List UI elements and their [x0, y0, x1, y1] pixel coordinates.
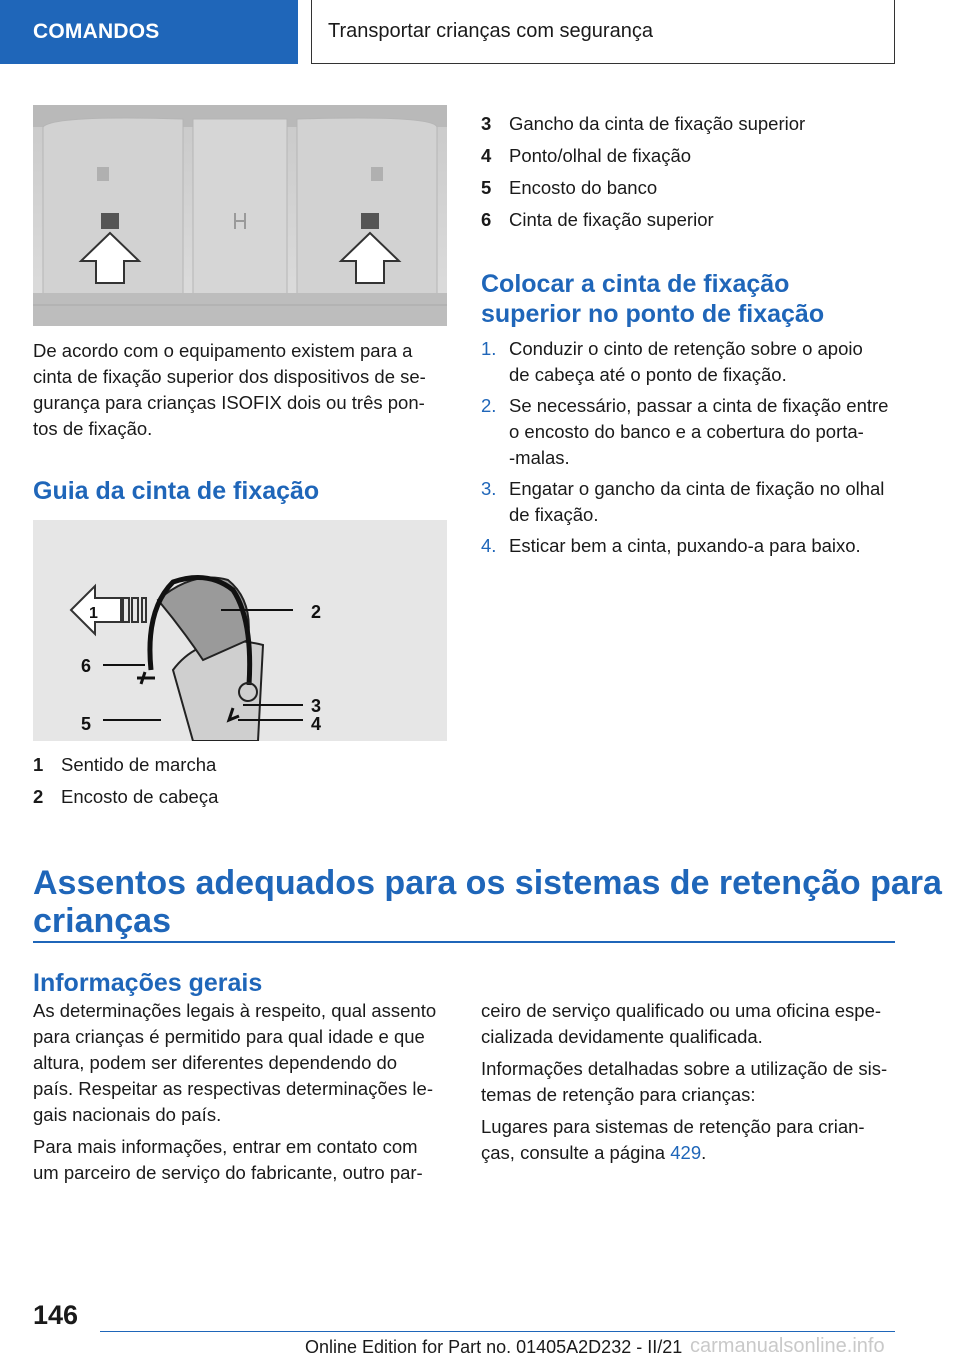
legend-number: 2 [33, 786, 44, 807]
paragraph [481, 1114, 901, 1166]
step-text [509, 476, 897, 528]
strap-guide-diagram [33, 520, 447, 741]
info-right-column [481, 998, 901, 1166]
paragraph [481, 998, 901, 1050]
text-line: Para mais informações, entrar em contato com [33, 1136, 418, 1157]
place-heading [481, 269, 824, 329]
legend-text: Encosto do banco [509, 177, 658, 198]
diagram-label-6: 6 [81, 656, 92, 676]
step-item [481, 476, 897, 528]
step-line: Se necessário, passar a cinta de fixação entre [509, 395, 889, 416]
step-text [509, 393, 897, 471]
text-line: temas de retenção para crianças: [481, 1084, 756, 1105]
text-line: um parceiro de serviço do fabricante, outro par- [33, 1162, 423, 1183]
legend-number: 5 [481, 177, 492, 198]
legend-text: Gancho da cinta de fixação superior [509, 113, 806, 134]
paragraph [33, 998, 453, 1128]
legend-item [481, 175, 657, 201]
step-line: o encosto do banco e a cobertura do porta- [509, 421, 864, 442]
text-line: As determinações legais à respeito, qual assento [33, 1000, 437, 1021]
diagram-label-5: 5 [81, 714, 92, 734]
diagram-label-4: 4 [311, 714, 322, 734]
legend-item [33, 752, 216, 778]
ref-suffix: . [701, 1142, 707, 1163]
intro-paragraph [33, 338, 447, 442]
edition-text: Online Edition for Part no. 01405A2D232 - II/21 [305, 1337, 683, 1357]
text-line: altura, podem ser diferentes dependendo do [33, 1052, 398, 1073]
section-tab [0, 0, 298, 64]
legend-number: 6 [481, 209, 492, 230]
anchor-photo-illustration [33, 105, 447, 326]
section-title: COMANDOS [33, 20, 160, 43]
legend-item [33, 784, 218, 810]
diagram-label-3: 3 [311, 696, 322, 716]
step-item [481, 336, 897, 388]
text-line: para crianças é permitido para qual idade e que [33, 1026, 425, 1047]
legend-text: Cinta de fixação superior [509, 209, 714, 230]
text-line: país. Respeitar as respectivas determinações le- [33, 1078, 433, 1099]
legend-text: Encosto de cabeça [61, 786, 219, 807]
step-number: 4. [481, 535, 497, 556]
chapter-header [311, 0, 895, 64]
chapter-title: Transportar crianças com segurança [328, 20, 653, 42]
step-number: 2. [481, 395, 497, 416]
text-line: De acordo com o equipamento existem para a [33, 340, 413, 361]
step-line: Engatar o gancho da cinta de fixação no olhal [509, 478, 885, 499]
text-line: cializada devidamente qualificada. [481, 1026, 763, 1047]
text-line: tos de fixação. [33, 418, 153, 439]
legend-text: Ponto/olhal de fixação [509, 145, 692, 166]
step-line: Conduzir o cinto de retenção sobre o apoio [509, 338, 863, 359]
guide-heading: Guia da cinta de fixação [33, 477, 320, 505]
legend-item [481, 207, 714, 233]
heading-line: superior no ponto de fixação [481, 300, 825, 328]
legend-number: 4 [481, 145, 492, 166]
step-text [509, 336, 897, 388]
step-text [509, 533, 897, 559]
text-line: Lugares para sistemas de retenção para crian- [481, 1116, 865, 1137]
legend-number: 1 [33, 754, 44, 775]
paragraph [481, 1056, 901, 1108]
legend-number: 3 [481, 113, 492, 134]
paragraph [33, 1134, 453, 1186]
ref-prefix: ças, consulte a página [481, 1142, 671, 1163]
step-number: 3. [481, 478, 497, 499]
text-line: ceiro de serviço qualificado ou uma oficina espe- [481, 1000, 882, 1021]
step-line: de fixação. [509, 504, 599, 525]
watermark: carmanualsonline.info [690, 1335, 885, 1357]
step-line: -malas. [509, 447, 570, 468]
page-number: 146 [33, 1300, 79, 1330]
heading-line: Colocar a cinta de fixação [481, 270, 790, 298]
section-divider [33, 941, 895, 943]
seats-heading [33, 864, 942, 940]
diagram-label-2: 2 [311, 602, 322, 622]
text-line [481, 1140, 901, 1166]
strap-guide-illustration [33, 520, 447, 741]
step-line: Esticar bem a cinta, puxando-a para baixo. [509, 535, 861, 556]
page-link[interactable]: 429 [670, 1142, 702, 1163]
heading-line: crianças [33, 902, 171, 940]
step-item [481, 393, 897, 471]
info-left-column [33, 998, 453, 1186]
info-heading: Informações gerais [33, 969, 263, 997]
step-item [481, 533, 897, 559]
step-line: de cabeça até o ponto de fixação. [509, 364, 787, 385]
step-number: 1. [481, 338, 497, 359]
text-line: Informações detalhadas sobre a utilização de sis- [481, 1058, 888, 1079]
legend-text: Sentido de marcha [61, 754, 217, 775]
text-line: cinta de fixação superior dos dispositivos de se- [33, 366, 426, 387]
legend-item [481, 111, 805, 137]
text-line: gurança para crianças ISOFIX dois ou três pon- [33, 392, 425, 413]
footer-divider [100, 1331, 895, 1332]
text-line: gais nacionais do país. [33, 1104, 222, 1125]
heading-line: Assentos adequados para os sistemas de retenção para [33, 864, 942, 902]
diagram-label-1: 1 [89, 605, 98, 622]
legend-item [481, 143, 691, 169]
anchor-photo [33, 105, 447, 326]
